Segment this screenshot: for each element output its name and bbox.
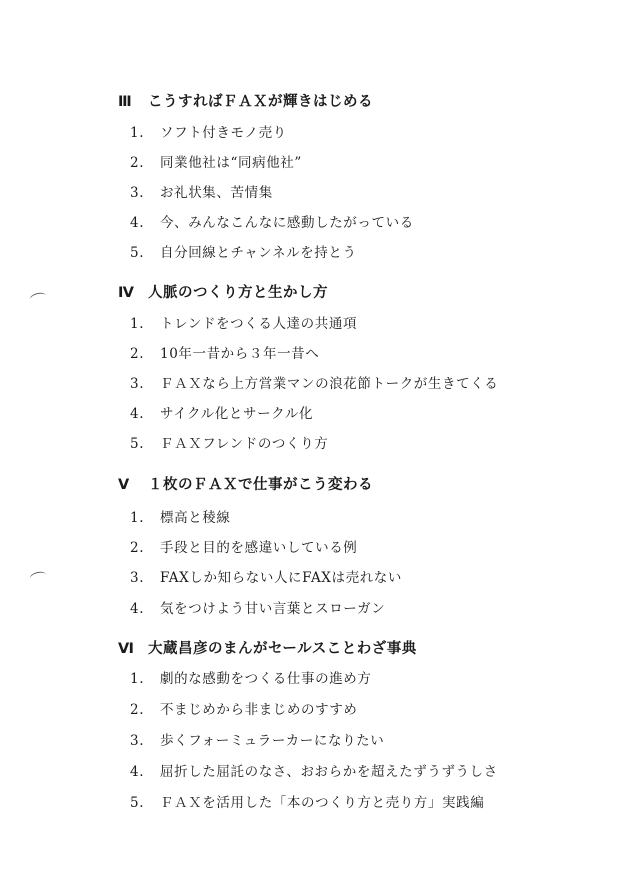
margin-pencil-mark <box>29 291 47 304</box>
list-item <box>130 312 357 332</box>
item-number: 4. <box>130 764 145 780</box>
list-item <box>130 566 402 586</box>
margin-pencil-mark <box>29 570 47 583</box>
section-title: こうすればＦＡＸが輝きはじめる <box>148 94 373 110</box>
item-text: サイクル化とサークル化 <box>160 406 314 422</box>
item-text: ソフト付きモノ売り <box>160 125 287 141</box>
item-text: 歩くフォーミュラーカーになりたい <box>160 733 385 749</box>
item-text: ＦＡＸなら上方営業マンの浪花節トークが生きてくる <box>160 376 499 392</box>
list-item <box>130 211 414 231</box>
list-item <box>130 402 313 422</box>
item-number: 1. <box>130 125 145 141</box>
item-number: 5. <box>130 795 145 811</box>
section-numeral: Ⅴ <box>118 477 130 493</box>
list-item <box>130 372 498 392</box>
list-item <box>130 536 357 556</box>
item-text: 不まじめから非まじめのすすめ <box>160 702 358 718</box>
item-text: 10年一昔から３年一昔へ <box>160 346 320 362</box>
item-text: 手段と目的を感違いしている例 <box>160 540 358 556</box>
section-heading <box>118 90 373 111</box>
list-item <box>130 506 231 526</box>
item-text: 劇的な感動をつくる仕事の進め方 <box>160 671 372 687</box>
item-text: ＦＡＸフレンドのつくり方 <box>160 436 329 452</box>
item-number: 3. <box>130 570 145 586</box>
item-text: 今、みんなこんなに感動したがっている <box>160 215 414 231</box>
list-item <box>130 432 328 452</box>
section-heading <box>118 473 373 494</box>
item-number: 1. <box>130 316 145 332</box>
item-number: 5. <box>130 245 145 261</box>
list-item <box>130 597 385 617</box>
list-item <box>130 342 319 362</box>
item-text: 同業他社は“同病他社” <box>160 155 302 171</box>
item-number: 4. <box>130 406 145 422</box>
item-number: 4. <box>130 215 145 231</box>
item-number: 3. <box>130 185 145 201</box>
item-text: トレンドをつくる人達の共通項 <box>160 316 358 332</box>
item-text: お礼状集、苦情集 <box>160 185 273 201</box>
item-text: FAXしか知らない人にFAXは売れない <box>160 570 403 586</box>
section-numeral: Ⅵ <box>118 641 135 657</box>
item-number: 4. <box>130 601 145 617</box>
section-title: 大蔵昌彦のまんがセールスことわざ事典 <box>148 641 417 657</box>
item-text: 気をつけよう甘い言葉とスローガン <box>160 601 386 617</box>
section-heading <box>118 281 328 302</box>
list-item <box>130 791 484 811</box>
item-number: 2. <box>130 155 145 171</box>
list-item <box>130 698 358 718</box>
item-number: 2. <box>130 346 145 362</box>
section-heading <box>118 637 417 658</box>
item-number: 2. <box>130 540 145 556</box>
section-numeral: Ⅲ <box>118 94 133 110</box>
item-number: 5. <box>130 436 145 452</box>
section-numeral: Ⅳ <box>118 285 135 301</box>
item-number: 1. <box>130 510 145 526</box>
item-number: 2. <box>130 702 145 718</box>
list-item <box>130 667 372 687</box>
item-text: ＦＡＸを活用した「本のつくり方と売り方」実践編 <box>160 795 485 811</box>
list-item <box>130 729 384 749</box>
item-number: 1. <box>130 671 145 687</box>
item-number: 3. <box>130 733 145 749</box>
list-item <box>130 121 287 141</box>
list-item <box>130 151 302 171</box>
list-item <box>130 760 498 780</box>
item-number: 3. <box>130 376 145 392</box>
item-text: 屈折した屈託のなさ、おおらかを超えたずうずうしさ <box>160 764 498 780</box>
list-item <box>130 181 273 201</box>
list-item <box>130 241 357 261</box>
section-title: １枚のＦＡＸで仕事がこう変わる <box>148 477 373 493</box>
section-title: 人脈のつくり方と生かし方 <box>148 285 328 301</box>
item-text: 自分回線とチャンネルを持とう <box>160 245 357 261</box>
item-text: 標高と稜線 <box>160 510 231 526</box>
